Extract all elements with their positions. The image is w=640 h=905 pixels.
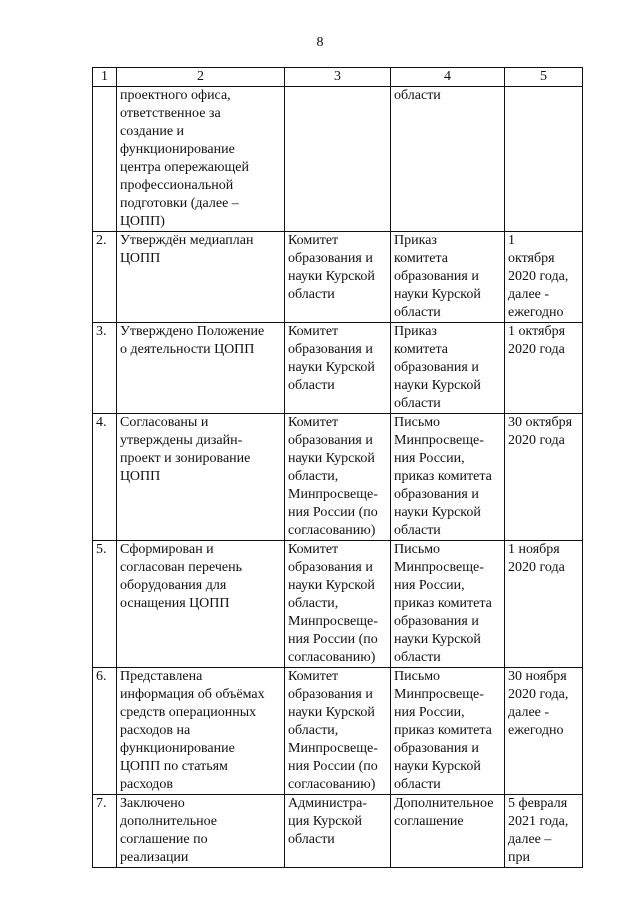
table-row xyxy=(93,414,583,541)
column-header: 2 xyxy=(117,68,285,87)
document-cell: Дополнительное соглашение xyxy=(391,795,505,868)
table-row xyxy=(93,795,583,868)
event-cell: Утверждён медиаплан ЦОПП xyxy=(117,232,285,323)
deadline-cell: 30 ноября 2020 года, далее - ежегодно xyxy=(505,668,583,795)
column-header: 5 xyxy=(505,68,583,87)
table-row xyxy=(93,323,583,414)
column-header: 3 xyxy=(285,68,391,87)
document-cell: Приказ комитета образования и науки Курской области xyxy=(391,232,505,323)
deadline-cell: 1 октября 2020 года, далее - ежегодно xyxy=(505,232,583,323)
row-number: 6. xyxy=(93,668,117,795)
header-row xyxy=(93,68,583,87)
document-cell: Письмо Минпросвеще- ния России, приказ комитета образования и науки Курской области xyxy=(391,541,505,668)
responsible-cell: Администра- ция Курской области xyxy=(285,795,391,868)
event-cell: проектного офиса, ответственное за создание и функционирование центра опережающей профессиональной подготовки (далее – ЦОПП) xyxy=(117,87,285,232)
document-cell: Письмо Минпросвеще- ния России, приказ комитета образования и науки Курской области xyxy=(391,668,505,795)
deadline-cell: 30 октября 2020 года xyxy=(505,414,583,541)
schedule-table xyxy=(92,67,583,868)
row-number: 3. xyxy=(93,323,117,414)
column-header: 4 xyxy=(391,68,505,87)
responsible-cell: Комитет образования и науки Курской области xyxy=(285,323,391,414)
responsible-cell: Комитет образования и науки Курской области, Минпросвеще- ния России (по согласованию) xyxy=(285,541,391,668)
table-row xyxy=(93,668,583,795)
event-cell: Заключено дополнительное соглашение по реализации xyxy=(117,795,285,868)
table-row xyxy=(93,541,583,668)
row-number: 5. xyxy=(93,541,117,668)
responsible-cell: Комитет образования и науки Курской области, Минпросвеще- ния России (по согласованию) xyxy=(285,668,391,795)
event-cell: Сформирован и согласован перечень оборудования для оснащения ЦОПП xyxy=(117,541,285,668)
column-header: 1 xyxy=(93,68,117,87)
responsible-cell: Комитет образования и науки Курской области, Минпросвеще- ния России (по согласованию) xyxy=(285,414,391,541)
row-number: 4. xyxy=(93,414,117,541)
row-number xyxy=(93,87,117,232)
deadline-cell: 1 ноября 2020 года xyxy=(505,541,583,668)
event-cell: Утверждено Положение о деятельности ЦОПП xyxy=(117,323,285,414)
document-cell: Приказ комитета образования и науки Курской области xyxy=(391,323,505,414)
document-cell: области xyxy=(391,87,505,232)
document-cell: Письмо Минпросвеще- ния России, приказ комитета образования и науки Курской области xyxy=(391,414,505,541)
deadline-cell: 1 октября 2020 года xyxy=(505,323,583,414)
deadline-cell: 5 февраля 2021 года, далее – при xyxy=(505,795,583,868)
table-row xyxy=(93,232,583,323)
responsible-cell xyxy=(285,87,391,232)
row-number: 7. xyxy=(93,795,117,868)
event-cell: Представлена информация об объёмах средств операционных расходов на функционирование ЦОПП по статьям расходов xyxy=(117,668,285,795)
deadline-cell xyxy=(505,87,583,232)
page-number: 8 xyxy=(316,35,324,50)
responsible-cell: Комитет образования и науки Курской области xyxy=(285,232,391,323)
table-row xyxy=(93,87,583,232)
row-number: 2. xyxy=(93,232,117,323)
event-cell: Согласованы и утверждены дизайн- проект и зонирование ЦОПП xyxy=(117,414,285,541)
